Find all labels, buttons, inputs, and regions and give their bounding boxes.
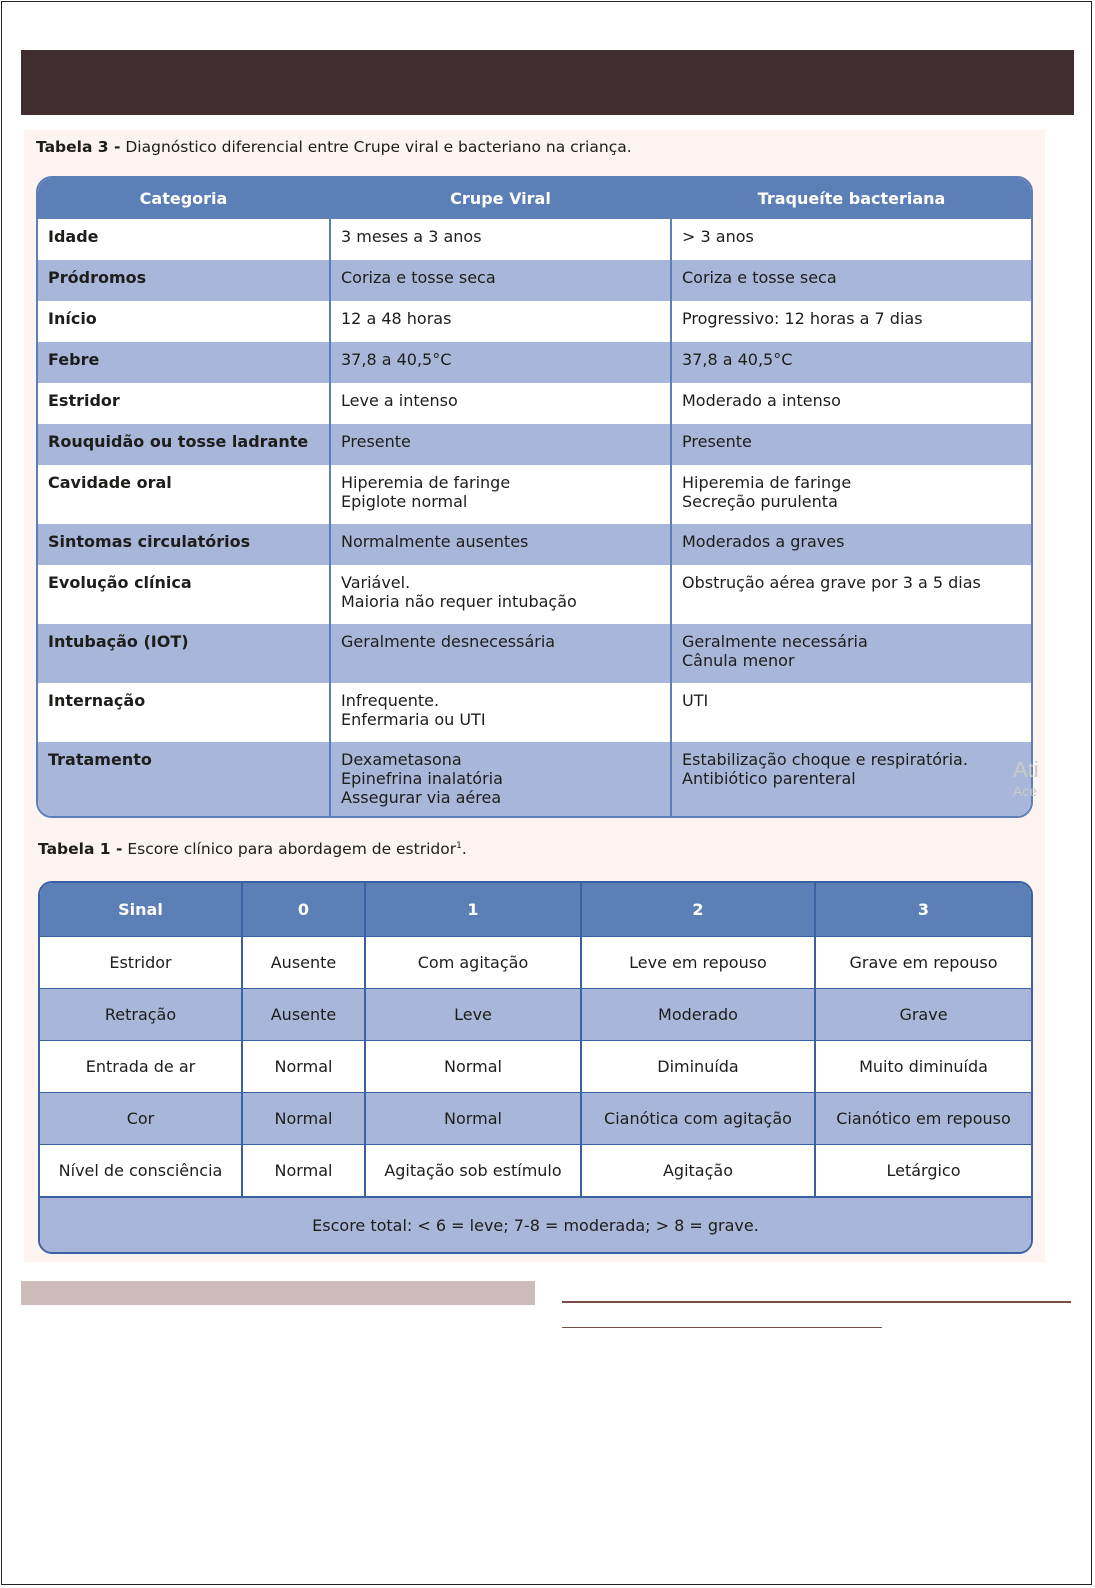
table3-row xyxy=(38,624,1031,683)
table3-cell: Moderados a graves xyxy=(682,532,845,551)
table3-cell: Estabilização choque e respiratória. Antibiótico parenteral xyxy=(682,750,968,788)
table1-cell: Cianótico em repouso xyxy=(836,1109,1011,1128)
table1-cell: Ausente xyxy=(243,937,366,988)
table1-cell: Agitação xyxy=(582,1145,816,1196)
table1-header-cell: 3 xyxy=(917,900,930,919)
table3-caption-label: Tabela 3 - xyxy=(36,138,121,156)
table3-cell: Evolução clínica xyxy=(38,565,331,624)
table3-cell: Pródromos xyxy=(38,260,331,301)
table1-cell: Leve xyxy=(366,989,582,1040)
table1-cell: Letárgico xyxy=(886,1161,961,1180)
table3-cell: Leve a intenso xyxy=(331,383,672,424)
table1-cell: Agitação sob estímulo xyxy=(366,1145,582,1196)
table3-cell: 37,8 a 40,5°C xyxy=(682,350,793,369)
table1-cell: Normal xyxy=(243,1145,366,1196)
divider-line xyxy=(562,1327,882,1328)
differential-diagnosis-table xyxy=(36,176,1033,818)
table1-caption-end: . xyxy=(461,840,467,858)
table3-cell: Infrequente. Enfermaria ou UTI xyxy=(331,683,672,742)
table3-cell: Início xyxy=(38,301,331,342)
table3-row xyxy=(38,683,1031,742)
table1-cell: Diminuída xyxy=(582,1041,816,1092)
table1-header-cell: 0 xyxy=(243,883,366,936)
table1-footer: Escore total: < 6 = leve; 7-8 = moderada; > 8 = grave. xyxy=(40,1197,1031,1253)
table3-cell: Rouquidão ou tosse ladrante xyxy=(38,424,331,465)
table3-row xyxy=(38,465,1031,524)
table3-cell: 3 meses a 3 anos xyxy=(331,219,672,260)
table3-cell: Variável. Maioria não requer intubação xyxy=(331,565,672,624)
table1-cell: Grave xyxy=(899,1005,948,1024)
table3-row xyxy=(38,424,1031,465)
table3-cell: Estridor xyxy=(38,383,331,424)
table3-cell: Moderado a intenso xyxy=(682,391,841,410)
table3-cell: Hiperemia de faringe Secreção purulenta xyxy=(682,473,852,511)
table3-cell: Cavidade oral xyxy=(38,465,331,524)
table3-row xyxy=(38,342,1031,383)
table1-row xyxy=(40,937,1031,989)
watermark-line2: Ace xyxy=(1013,783,1038,799)
table1-row xyxy=(40,1145,1031,1197)
table3-cell: Geralmente necessária Cânula menor xyxy=(682,632,868,670)
table1-cell: Leve em repouso xyxy=(582,937,816,988)
table3-cell: Sintomas circulatórios xyxy=(38,524,331,565)
table1-header-cell: Sinal xyxy=(40,883,243,936)
table1-caption-sup: 1 xyxy=(456,840,462,851)
table1-cell: Cianótica com agitação xyxy=(582,1093,816,1144)
table3-cell: 12 a 48 horas xyxy=(331,301,672,342)
table1-cell: Com agitação xyxy=(366,937,582,988)
header-bar xyxy=(21,50,1074,115)
table3-cell: Coriza e tosse seca xyxy=(682,268,837,287)
table3-cell: Geralmente desnecessária xyxy=(331,624,672,683)
table3-caption-text: Diagnóstico diferencial entre Crupe viral e bacteriano na criança. xyxy=(120,138,632,156)
table1-header-cell: 1 xyxy=(366,883,582,936)
table1-row xyxy=(40,989,1031,1041)
table1-cell: Normal xyxy=(366,1093,582,1144)
table3-cell: Febre xyxy=(38,342,331,383)
table1-caption-label: Tabela 1 - xyxy=(38,840,123,858)
table3-cell: Normalmente ausentes xyxy=(331,524,672,565)
table1-row xyxy=(40,1041,1031,1093)
divider-line xyxy=(562,1301,1071,1303)
table3-cell: Intubação (IOT) xyxy=(38,624,331,683)
table3-cell: Obstrução aérea grave por 3 a 5 dias xyxy=(682,573,981,592)
table3-cell: Hiperemia de faringe Epiglote normal xyxy=(331,465,672,524)
section-bar xyxy=(21,1281,535,1305)
table3-cell: Dexametasona Epinefrina inalatória Assegurar via aérea xyxy=(331,742,672,817)
table3-header-cell: Crupe Viral xyxy=(331,178,672,219)
table1-cell: Moderado xyxy=(582,989,816,1040)
table3-cell: Progressivo: 12 horas a 7 dias xyxy=(682,309,923,328)
table3-caption xyxy=(36,138,632,156)
table3-row xyxy=(38,219,1031,260)
table3-cell: Idade xyxy=(38,219,331,260)
table1-cell: Estridor xyxy=(40,937,243,988)
table1-cell: Retração xyxy=(40,989,243,1040)
table1-header-row xyxy=(40,883,1031,937)
watermark-line1: Ati xyxy=(1013,757,1039,782)
activation-watermark xyxy=(1013,757,1039,799)
table3-row xyxy=(38,565,1031,624)
table1-header-cell: 2 xyxy=(582,883,816,936)
table1-cell: Grave em repouso xyxy=(849,953,998,972)
table3-cell: Internação xyxy=(38,683,331,742)
table3-cell: > 3 anos xyxy=(682,227,754,246)
table3-cell: UTI xyxy=(682,691,709,710)
table1-cell: Entrada de ar xyxy=(40,1041,243,1092)
table3-cell: Presente xyxy=(682,432,752,451)
table3-header-cell: Categoria xyxy=(38,178,331,219)
table1-cell: Ausente xyxy=(243,989,366,1040)
table3-cell: Tratamento xyxy=(38,742,331,817)
table1-cell: Cor xyxy=(40,1093,243,1144)
table3-header-cell: Traqueíte bacteriana xyxy=(757,189,946,208)
table1-row xyxy=(40,1093,1031,1145)
table1-cell: Normal xyxy=(243,1093,366,1144)
table3-row xyxy=(38,524,1031,565)
table1-cell: Muito diminuída xyxy=(859,1057,988,1076)
table3-row xyxy=(38,260,1031,301)
table3-row xyxy=(38,742,1031,817)
stridor-score-table xyxy=(38,881,1033,1254)
table1-cell: Nível de consciência xyxy=(40,1145,243,1196)
table1-caption-text: Escore clínico para abordagem de estridor xyxy=(122,840,457,858)
table3-row xyxy=(38,301,1031,342)
table1-cell: Normal xyxy=(366,1041,582,1092)
table3-cell: Presente xyxy=(331,424,672,465)
table3-cell: Coriza e tosse seca xyxy=(331,260,672,301)
table3-row xyxy=(38,383,1031,424)
table1-caption xyxy=(38,840,467,858)
table1-cell: Normal xyxy=(243,1041,366,1092)
table3-header-row xyxy=(38,178,1031,219)
table3-cell: 37,8 a 40,5°C xyxy=(331,342,672,383)
